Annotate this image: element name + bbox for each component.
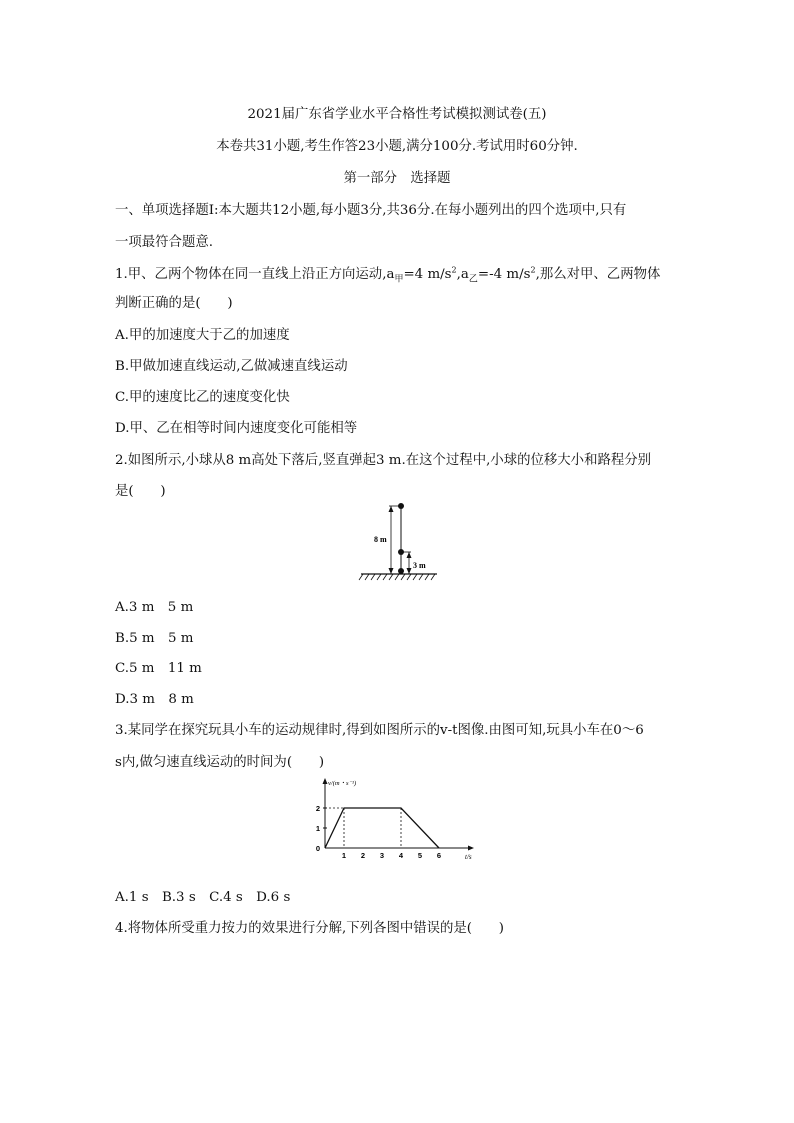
ball-ground-icon xyxy=(398,568,404,574)
superscript: 2 xyxy=(530,265,536,275)
y-axis-arrow-icon xyxy=(323,778,328,784)
label-3m: 3 m xyxy=(413,561,426,570)
label-8m: 8 m xyxy=(374,535,387,544)
x-tick-label: 4 xyxy=(398,851,404,860)
velocity-time-chart xyxy=(308,776,483,866)
section1-instruction-line1: 一、单项选择题Ⅰ:本大题共12小题,每小题3分,共36分.在每小题列出的四个选项中,只有 xyxy=(115,203,627,218)
ball-start-icon xyxy=(398,503,404,509)
q1-stem-line2: 判断正确的是( ) xyxy=(115,296,233,311)
x-axis-arrow-icon xyxy=(468,846,474,851)
q1-stem-line1 xyxy=(115,263,660,285)
q2-option-a: A.3 m 5 m xyxy=(115,600,194,615)
q1-option-d: D.甲、乙在相等时间内速度变化可能相等 xyxy=(115,421,358,436)
series-line xyxy=(325,808,439,848)
arrow-head-icon xyxy=(389,506,394,512)
subscript-yi: 乙 xyxy=(468,274,478,285)
q1-stem-part: 1.甲、乙两个物体在同一直线上沿正方向运动,a xyxy=(115,267,395,282)
q4-stem-line1: 4.将物体所受重力按力的效果进行分解,下列各图中错误的是( ) xyxy=(115,921,505,936)
x-axis-label: t/s xyxy=(465,853,472,861)
part-heading: 第一部分 选择题 xyxy=(343,171,451,186)
q1-stem-part: =4 m/s xyxy=(403,267,452,282)
y-axis-label: v/(m・s⁻¹) xyxy=(328,780,357,787)
x-tick-label: 1 xyxy=(341,851,347,860)
q1-option-b: B.甲做加速直线运动,乙做减速直线运动 xyxy=(115,359,348,374)
q1-stem-part: ,a xyxy=(456,267,469,282)
section1-instruction-line2: 一项最符合题意. xyxy=(115,235,213,250)
q2-stem-line2: 是( ) xyxy=(115,484,166,499)
q3-stem-line1: 3.某同学在探究玩具小车的运动规律时,得到如图所示的v-t图像.由图可知,玩具小车在0～6 xyxy=(115,723,644,738)
q2-option-b: B.5 m 5 m xyxy=(115,631,194,646)
ball-bounce-figure xyxy=(355,496,445,582)
x-tick-label: 6 xyxy=(436,851,442,860)
q1-stem-part: ,那么对甲、乙两物体 xyxy=(535,267,661,282)
q3-stem-line2: s内,做匀速直线运动的时间为( ) xyxy=(115,755,325,770)
arrow-head-icon xyxy=(389,568,394,574)
superscript: 2 xyxy=(451,265,457,275)
watermark xyxy=(600,758,604,783)
exam-info: 本卷共31小题,考生作答23小题,满分100分.考试用时60分钟. xyxy=(216,139,578,154)
y-tick-label: 1 xyxy=(315,824,320,833)
arrow-head-icon xyxy=(407,552,412,558)
y-tick-label: 0 xyxy=(315,844,320,853)
arrow-head-icon xyxy=(407,568,412,574)
ground-hatch xyxy=(359,574,435,580)
q1-stem-part: =-4 m/s xyxy=(477,267,531,282)
subscript-jia: 甲 xyxy=(394,274,404,285)
q2-option-d: D.3 m 8 m xyxy=(115,692,194,707)
q2-stem-line1: 2.如图所示,小球从8 m高处下落后,竖直弹起3 m.在这个过程中,小球的位移大小和路程分别 xyxy=(115,453,652,468)
q1-option-a: A.甲的加速度大于乙的加速度 xyxy=(115,328,290,343)
exam-title: 2021届广东省学业水平合格性考试模拟测试卷(五) xyxy=(247,107,547,122)
q2-option-c: C.5 m 11 m xyxy=(115,661,202,676)
y-tick-label: 2 xyxy=(315,804,320,813)
q3-options: A.1 s B.3 s C.4 s D.6 s xyxy=(115,890,291,905)
x-tick-label: 5 xyxy=(417,851,423,860)
x-tick-label: 3 xyxy=(379,851,385,860)
x-tick-label: 2 xyxy=(360,851,366,860)
q1-option-c: C.甲的速度比乙的速度变化快 xyxy=(115,390,290,405)
